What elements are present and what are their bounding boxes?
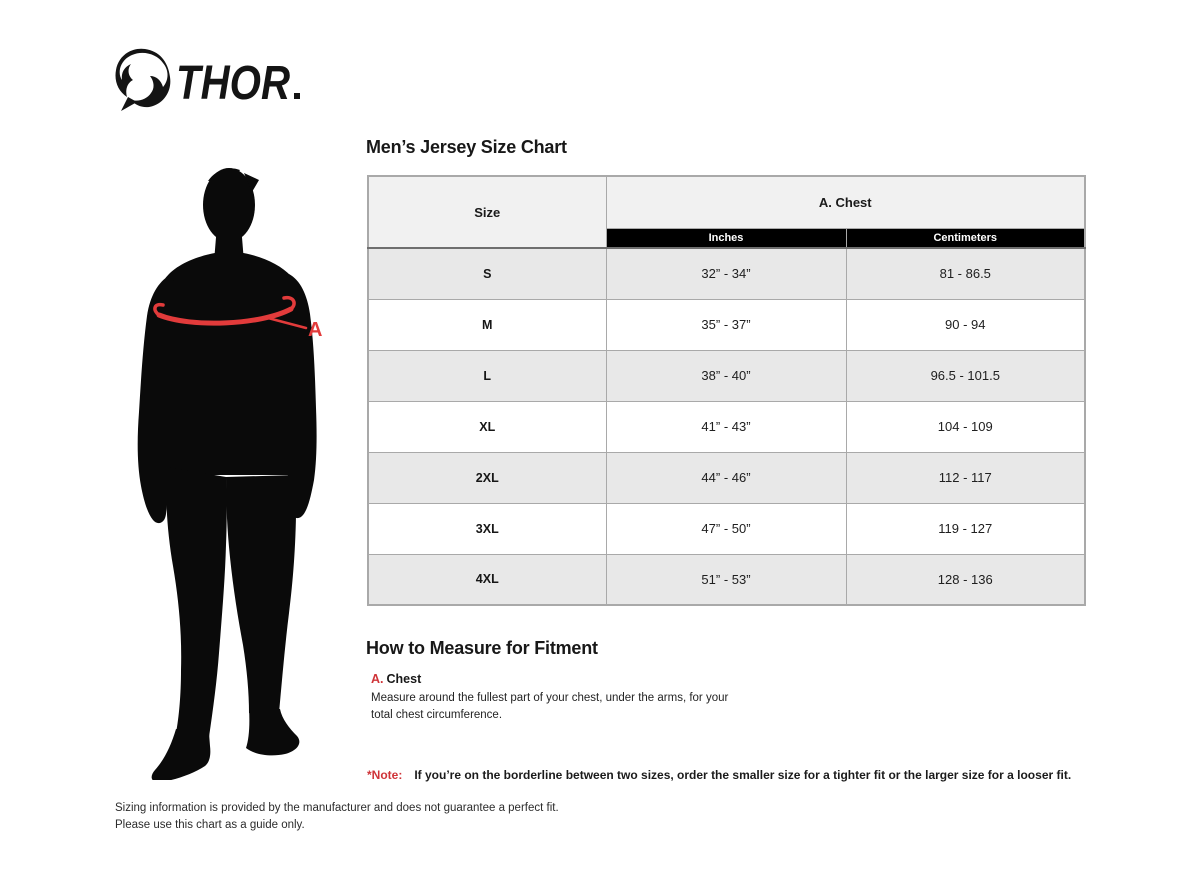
chest-marker-label: A <box>308 319 323 341</box>
table-row <box>368 503 1085 554</box>
size-label: XL <box>368 401 606 452</box>
how-to-measure-heading: How to Measure for Fitment <box>366 638 598 658</box>
chest-cm-value: 96.5 - 101.5 <box>846 350 1085 401</box>
size-label: M <box>368 299 606 350</box>
size-label: S <box>368 248 606 299</box>
thor-wordmark-text: THOR <box>176 57 291 110</box>
thor-wordmark <box>176 57 300 110</box>
table-row <box>368 299 1085 350</box>
chest-inches-value: 44” - 46” <box>606 452 846 503</box>
measurement-figure <box>118 165 328 780</box>
size-chart-table <box>367 175 1086 606</box>
note-text: If you’re on the borderline between two sizes, order the smaller size for a tighter fit or the larger size for a looser fit. <box>414 768 1072 782</box>
silhouette-body <box>138 168 317 780</box>
measure-item-description: Measure around the fullest part of your chest, under the arms, for your total chest circumference. <box>371 692 729 722</box>
chest-inches-value: 51” - 53” <box>606 554 846 605</box>
disclaimer-line-2: Please use this chart as a guide only. <box>115 819 305 832</box>
trademark-dot <box>294 93 300 99</box>
table-row <box>368 350 1085 401</box>
note-label: *Note: <box>367 768 403 782</box>
chest-inches-value: 41” - 43” <box>606 401 846 452</box>
male-silhouette-illustration <box>118 165 328 780</box>
size-label: 4XL <box>368 554 606 605</box>
column-header-size: Size <box>368 176 606 248</box>
chest-inches-value: 35” - 37” <box>606 299 846 350</box>
chest-cm-value: 104 - 109 <box>846 401 1085 452</box>
chest-inches-value: 47” - 50” <box>606 503 846 554</box>
disclaimer <box>115 800 559 835</box>
size-label: 3XL <box>368 503 606 554</box>
chest-cm-value: 90 - 94 <box>846 299 1085 350</box>
table-row <box>368 452 1085 503</box>
table-row <box>368 248 1085 299</box>
column-header-inches: Inches <box>606 228 846 248</box>
size-chart-header <box>368 176 1085 248</box>
column-header-chest-group: A. Chest <box>606 176 1085 228</box>
chest-inches-value: 32” - 34” <box>606 248 846 299</box>
chest-cm-value: 119 - 127 <box>846 503 1085 554</box>
measure-item-title <box>371 672 743 686</box>
thor-goat-logo-icon <box>115 49 170 111</box>
chest-cm-value: 81 - 86.5 <box>846 248 1085 299</box>
chest-cm-value: 128 - 136 <box>846 554 1085 605</box>
measure-item-key: A. <box>371 672 384 686</box>
thor-logo-graphic <box>112 46 347 112</box>
column-header-centimeters: Centimeters <box>846 228 1085 248</box>
size-label: 2XL <box>368 452 606 503</box>
chest-cm-value: 112 - 117 <box>846 452 1085 503</box>
measure-item-name: Chest <box>386 672 422 686</box>
size-label: L <box>368 350 606 401</box>
measure-item-chest <box>371 672 743 725</box>
size-chart-title: Men’s Jersey Size Chart <box>366 137 567 157</box>
chest-inches-value: 38” - 40” <box>606 350 846 401</box>
disclaimer-line-1: Sizing information is provided by the manufacturer and does not guarantee a perfect fit. <box>115 802 559 814</box>
sizing-note <box>367 768 1071 782</box>
table-row <box>368 554 1085 605</box>
table-row <box>368 401 1085 452</box>
thor-logo <box>112 46 347 112</box>
